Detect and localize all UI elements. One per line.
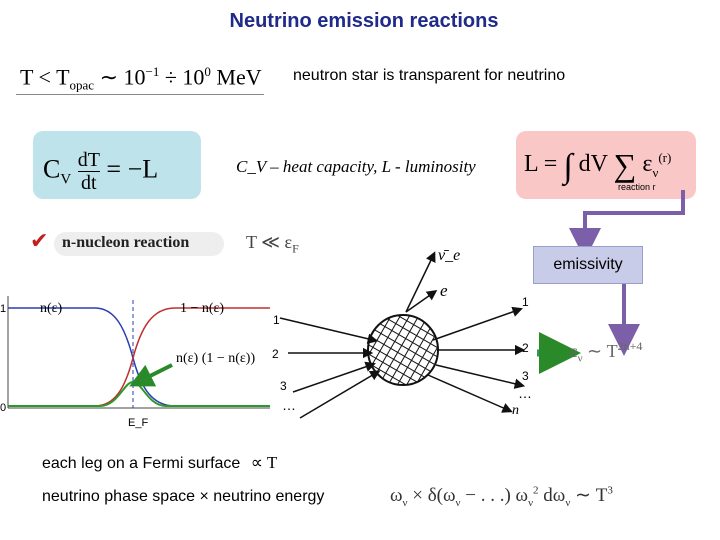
- heat-equation: $C_V$ $\frac{dT}{dt}$ = −L: [43, 149, 159, 194]
- proportional-t: ∝ T: [250, 453, 278, 472]
- reaction-label: n-nucleon reaction: [62, 234, 190, 251]
- fermi-energy-tick: E_F: [128, 417, 149, 429]
- fermi-distribution-plot: [0, 288, 290, 438]
- opacity-temperature-equation: $T < T_{opac}$ ∼ $10^{-1} \div 10^0$ MeV: [20, 64, 262, 93]
- leg-label-out-3: 3: [522, 369, 529, 383]
- feynman-diagram: [268, 240, 538, 440]
- leg-dots-right: …: [518, 385, 532, 401]
- leg-label-in-2: 2: [272, 347, 279, 361]
- leg-out-1: [433, 310, 518, 340]
- purple-connector-arrow: [585, 190, 683, 244]
- fermi-surface-text: each leg on a Fermi surface: [42, 455, 241, 472]
- leg-dots-left: …: [282, 397, 296, 413]
- transparency-note: neutron star is transparent for neutrino: [293, 67, 566, 84]
- fermi-surface-note: [42, 453, 277, 473]
- leg-in-3: [293, 365, 371, 392]
- low-temperature-condition: T ≪ $\varepsilon_F$: [246, 232, 299, 256]
- emissivity-box: emissivity: [533, 246, 643, 284]
- antineutrino-line: [406, 256, 433, 312]
- leg-label-out-1: 1: [522, 295, 529, 309]
- curve-n-label: n(ε): [40, 301, 63, 316]
- luminosity-equation: L = ∫ dV ∑ $\varepsilon_\nu^{(r)}$: [524, 147, 672, 185]
- phase-space-note: neutrino phase space × neutrino energy: [42, 488, 325, 505]
- curve-product: [8, 382, 270, 406]
- interaction-vertex-blob: [368, 315, 438, 385]
- reaction-subscript: reaction r: [618, 182, 656, 192]
- leg-out-3: [436, 365, 520, 385]
- leg-in-4: [300, 373, 376, 418]
- page-title: Neutrino emission reactions: [229, 10, 499, 32]
- green-pointer-arrow: [140, 365, 172, 381]
- antineutrino-label: ν̄_e: [438, 247, 461, 264]
- leg-label-in-1: 1: [273, 313, 280, 327]
- check-icon: ✔: [30, 228, 49, 253]
- emissivity-scaling: $\varepsilon_\nu$ ∼ $T^{2n+4}$: [570, 339, 643, 365]
- leg-label-in-3: 3: [280, 379, 287, 393]
- leg-label-out-2: 2: [522, 341, 529, 355]
- reaction-pill: [54, 232, 224, 256]
- capacity-luminosity-text: C_V – heat capacity, L - luminosity: [236, 157, 476, 176]
- electron-label: e: [440, 281, 448, 300]
- phase-space-equation: $\omega_\nu \times \delta(\omega_\nu$ − . . .) $\omega_\nu^2$ $d\omega_\nu$ ∼ $T^3$: [390, 484, 613, 509]
- leg-in-1: [280, 318, 373, 340]
- leg-label-n: n: [512, 403, 519, 418]
- curve-1n-label: 1 − n(ε): [180, 301, 225, 316]
- curve-product-label: n(ε) (1 − n(ε)): [176, 351, 256, 366]
- y-tick-1: 1: [0, 303, 7, 315]
- leg-out-4: [428, 375, 508, 410]
- y-tick-0: 0: [0, 402, 7, 414]
